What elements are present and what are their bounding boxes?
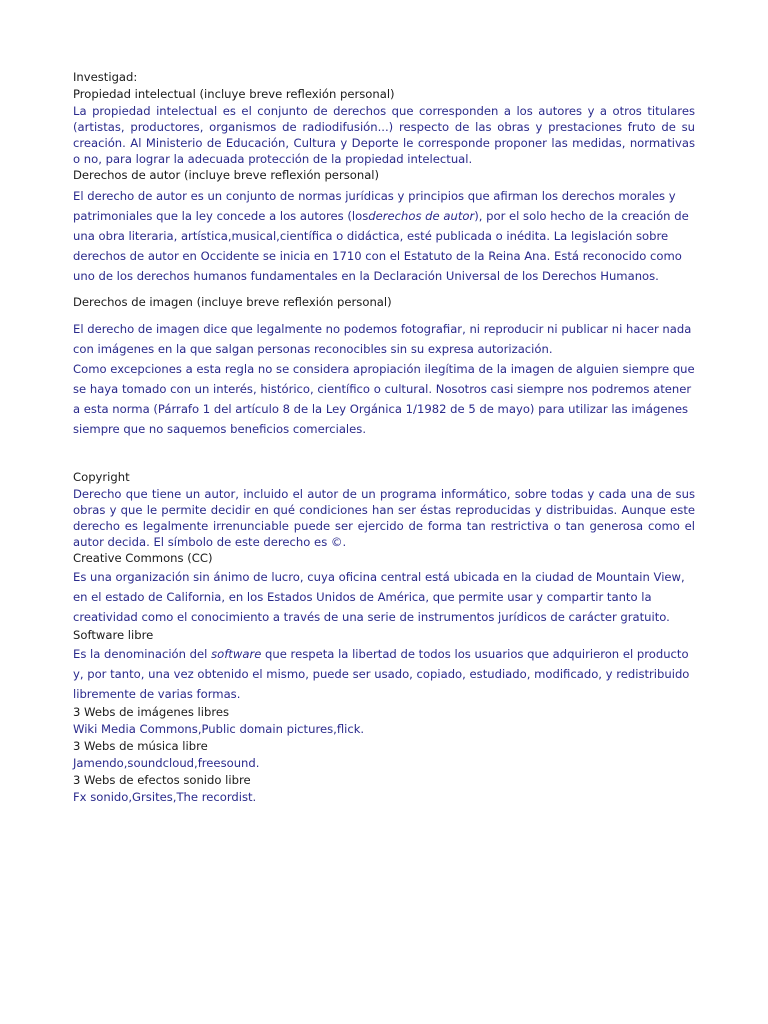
webs-musica-heading: 3 Webs de música libre — [73, 739, 208, 753]
webs-imagenes-text: Wiki Media Commons,Public domain pictures,flick. — [73, 722, 365, 736]
copyright-heading: Copyright — [73, 470, 130, 484]
software-text — [73, 644, 695, 704]
imagen-text-1: El derecho de imagen dice que legalmente no podemos fotografiar, ni reproducir ni publicar ni hacer nada con imágenes en la que salgan personas reconocibles sin su expresa autorización. — [73, 322, 692, 356]
copyright-text: Derecho que tiene un autor, incluido el autor de un programa informático, sobre todas y cada una de sus obras y que le permite decidir en qué condiciones han ser éstas reproducidas y distribuidas. Aunque este derecho es legalmente irrenunciable puede ser ejercido de forma tan restrictiva o tan generosa como el autor decida. El símbolo de este derecho es ©. — [73, 487, 695, 549]
propiedad-heading: Propiedad intelectual (incluye breve reflexión personal) — [73, 87, 395, 101]
autor-text-em: derechos de autor — [368, 209, 475, 223]
webs-efectos-heading: 3 Webs de efectos sonido libre — [73, 773, 251, 787]
imagen-text-2: Como excepciones a esta regla no se considera apropiación ilegítima de la imagen de alguien siempre que se haya tomado con un interés, histórico, científico o cultural. Nosotros casi siempre nos podremos atener a esta norma (Párrafo 1 del artículo 8 de la Ley Orgánica 1/1982 de 5 de mayo) para utilizar las imágenes siempre que no saquemos beneficios comerciales. — [73, 362, 695, 436]
webs-imagenes-heading: 3 Webs de imágenes libres — [73, 705, 230, 719]
cc-heading: Creative Commons (CC) — [73, 551, 213, 565]
software-heading: Software libre — [73, 628, 154, 642]
document-body — [73, 69, 695, 806]
autor-heading: Derechos de autor (incluye breve reflexión personal) — [73, 168, 380, 182]
autor-text — [73, 186, 695, 286]
document-title: Investigad: — [73, 70, 138, 84]
imagen-heading: Derechos de imagen (incluye breve reflexión personal) — [73, 295, 392, 309]
software-text-b: que respeta la libertad de todos los usuarios que adquirieron el producto y, por tanto, una vez obtenido el mismo, puede ser usado, copiado, estudiado, modificado, y redistribuido libremente de varias formas. — [73, 647, 690, 701]
software-text-em: software — [211, 647, 262, 661]
autor-text-b: ), por el solo hecho de la creación de una obra literaria, artística,musical,científica o didáctica, esté publicada o inédita. La legislación sobre derechos de autor en Occidente se inicia en 1710 con el Estatuto de la Reina Ana. Está reconocido como uno de los derechos humanos fundamentales en la Declaración Universal de los Derechos Humanos. — [73, 209, 689, 283]
cc-text: Es una organización sin ánimo de lucro, cuya oficina central está ubicada en la ciudad de Mountain View, en el estado de California, en los Estados Unidos de América, que permite usar y compartir tanto la creatividad como el conocimiento a través de una serie de instrumentos jurídicos de carácter gratuito. — [73, 570, 685, 624]
propiedad-text: La propiedad intelectual es el conjunto de derechos que corresponden a los autores y a otros titulares (artistas, productores, organismos de radiodifusión...) respecto de las obras y prestaciones fruto de su creación. Al Ministerio de Educación, Cultura y Deporte le corresponde proponer las medidas, normativas o no, para lograr la adecuada protección de la propiedad intelectual. — [73, 104, 695, 166]
autor-text-a: El derecho de autor es un conjunto de normas jurídicas y principios que afirman los derechos morales y patrimoniales que la ley concede a los autores (los — [73, 189, 676, 223]
webs-efectos-text: Fx sonido,Grsites,The recordist. — [73, 790, 257, 804]
webs-musica-text: Jamendo,soundcloud,freesound. — [73, 756, 260, 770]
software-text-a: Es la denominación del — [73, 647, 208, 661]
